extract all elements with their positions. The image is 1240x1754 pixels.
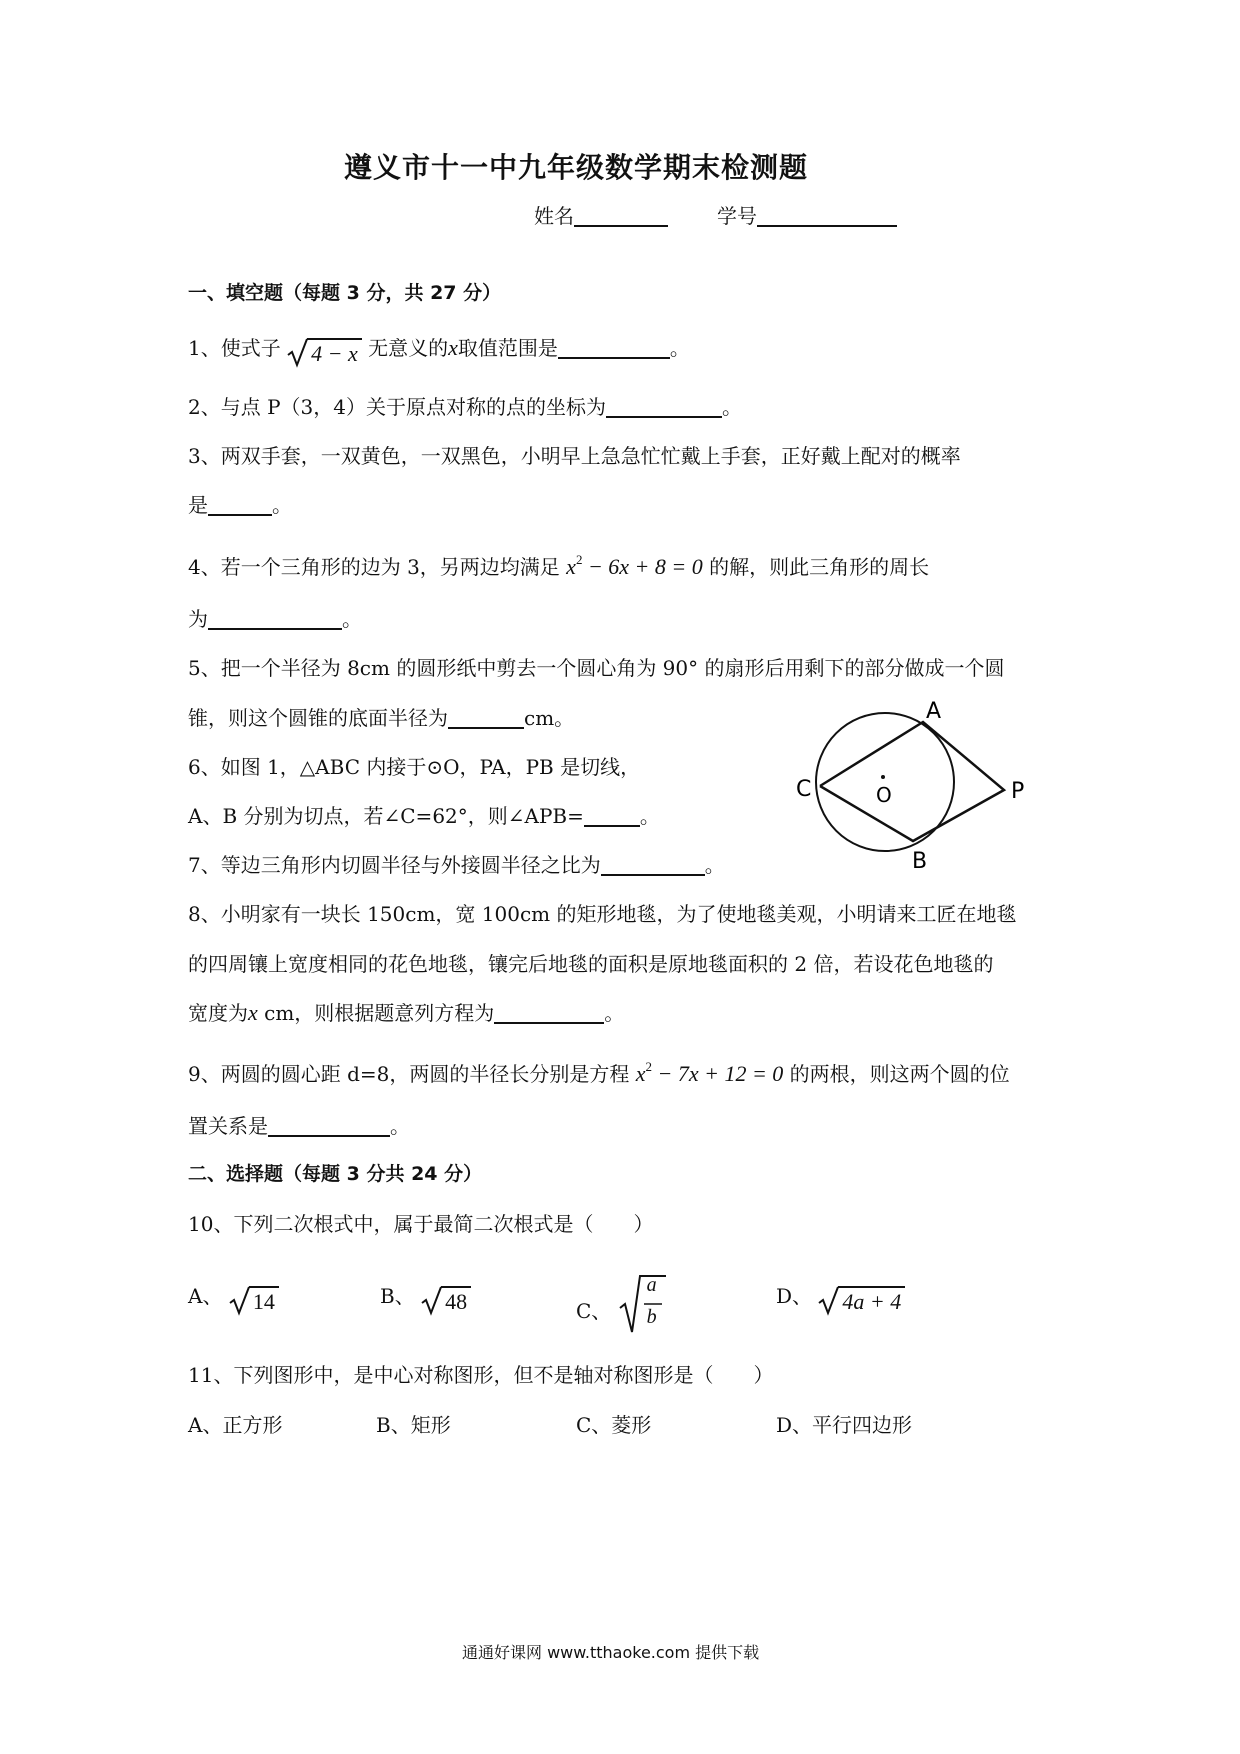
sqrt-sign-icon (287, 338, 309, 368)
q6-line2-text: A、B 分别为切点，若∠C=62°，则∠APB= (188, 804, 584, 828)
q7-end: 。 (704, 853, 725, 877)
section-multiple-choice: 二、选择题（每题 3 分共 24 分） (188, 1163, 483, 1185)
figure-circle-tangents (780, 700, 1040, 870)
q9-end: 。 (390, 1114, 410, 1138)
name-field (534, 200, 668, 229)
question-4 (188, 551, 929, 580)
q4-line2-text: 为 (188, 607, 208, 631)
page-title: 遵义市十一中九年级数学期末检测题 (344, 151, 809, 184)
q4-eq-rest: − 6x + 8 = 0 (582, 554, 703, 579)
q1-end: 。 (669, 336, 690, 360)
q2-end: 。 (722, 395, 742, 419)
q1-pre: 1、使式子 (188, 336, 281, 360)
sqrt-sign-icon (618, 1272, 668, 1336)
question-3: 3、两双手套，一双黄色，一双黑色，小明早上急急忙忙戴上手套，正好戴上配对的概率 (188, 444, 961, 468)
question-5: 5、把一个半径为 8cm 的圆形纸中剪去一个圆心角为 90° 的扇形后用剩下的部分做成一个圆 (188, 656, 1005, 680)
q5-line2-text: 锥，则这个圆锥的底面半径为 (188, 706, 448, 730)
q4-eq-x: x (566, 554, 576, 579)
q10-b-label: B、 (380, 1284, 415, 1308)
q1-var: x (448, 335, 458, 360)
q7-blank (601, 852, 705, 876)
label-b: B (912, 849, 928, 870)
q10-d-label: D、 (776, 1284, 813, 1308)
q9-line2-text: 置关系是 (188, 1114, 268, 1138)
q10-option-b (380, 1280, 471, 1316)
question-11: 11、下列图形中，是中心对称图形，但不是轴对称图形是（ ） (188, 1363, 774, 1387)
q1-post: 无意义的 (368, 336, 449, 360)
q10-option-c (576, 1274, 668, 1340)
q9-post: 的两根，则这两个圆的位 (789, 1062, 1010, 1086)
q10-c-label: C、 (576, 1299, 612, 1323)
q9-pre: 9、两圆的圆心距 d=8，两圆的半径长分别是方程 (188, 1062, 630, 1086)
sqrt-sign-icon (229, 1286, 251, 1316)
q9-equation (636, 1061, 784, 1086)
question-4-line2 (188, 603, 362, 632)
q4-post: 的解，则此三角形的周长 (709, 555, 930, 579)
label-c: C (796, 777, 812, 802)
sqrt-sign-icon (818, 1286, 840, 1316)
quadrilateral-capb (820, 722, 1004, 841)
q7-text: 7、等边三角形内切圆半径与外接圆半径之比为 (188, 853, 601, 877)
label-p: P (1011, 779, 1025, 804)
q9-blank (268, 1113, 390, 1137)
q8-line3-pre: 宽度为 (188, 1001, 248, 1025)
q8-line3-post: cm，则根据题意列方程为 (257, 1001, 495, 1025)
question-9-line2 (188, 1110, 410, 1139)
question-8: 8、小明家有一块长 150cm，宽 100cm 的矩形地毯，为了使地毯美观，小明请来工匠在地毯 (188, 902, 1017, 926)
q1-blank (558, 335, 670, 359)
question-10: 10、下列二次根式中，属于最简二次根式是（ ） (188, 1212, 654, 1236)
question-8-line2: 的四周镶上宽度相同的花色地毯，镶完后地毯的面积是原地毯面积的 2 倍，若设花色地毯的 (188, 952, 994, 976)
question-6-line2 (188, 800, 660, 829)
q9-eq-x: x (635, 1061, 646, 1086)
id-field (717, 200, 897, 229)
q3-line2-text: 是 (188, 493, 208, 517)
id-label: 学号 (717, 204, 757, 228)
q10-c-sqrt-fraction (618, 1274, 668, 1340)
q11-option-a: A、正方形 (188, 1413, 283, 1437)
q4-blank (208, 606, 342, 630)
question-1 (188, 332, 690, 368)
q1-radicand: 4 − x (307, 338, 362, 367)
q11-option-b: B、矩形 (376, 1413, 451, 1437)
question-3-line2 (188, 489, 292, 518)
center-dot (881, 775, 885, 779)
q10-a-label: A、 (188, 1284, 223, 1308)
section-fill-in: 一、填空题（每题 3 分，共 27 分） (188, 282, 502, 304)
q5-unit: cm。 (524, 706, 575, 730)
q9-eq-exp: 2 (645, 1059, 652, 1074)
sqrt-sign-icon (421, 1286, 443, 1316)
id-blank (757, 203, 897, 227)
q8-var: x (248, 1000, 258, 1025)
question-2 (188, 391, 742, 420)
q2-blank (606, 394, 722, 418)
footer-credit: 通通好课网 www.tthaoke.com 提供下载 (462, 1643, 760, 1662)
q10-a-radicand: 14 (249, 1286, 279, 1315)
q6-blank (584, 803, 640, 827)
question-7 (188, 849, 725, 878)
q10-option-d (776, 1280, 905, 1316)
q10-d-radicand: 4a + 4 (838, 1286, 905, 1315)
q10-d-sqrt (818, 1286, 905, 1316)
q11-option-c: C、菱形 (576, 1413, 652, 1437)
q2-text: 2、与点 P（3，4）关于原点对称的点的坐标为 (188, 395, 606, 419)
q8-blank (494, 1000, 604, 1024)
q9-eq-rest: − 7x + 12 = 0 (652, 1061, 784, 1086)
name-blank (574, 203, 668, 227)
q6-end: 。 (639, 804, 660, 828)
q10-option-a (188, 1280, 279, 1316)
label-a: A (926, 700, 942, 724)
question-6: 6、如图 1，△ABC 内接于⊙O，PA，PB 是切线， (188, 755, 641, 779)
q10-b-radicand: 48 (441, 1286, 471, 1315)
q10-c-numerator: a (646, 1274, 657, 1296)
q10-b-sqrt (421, 1286, 471, 1316)
q4-eq-exp: 2 (575, 552, 583, 567)
q1-post2: 取值范围是 (457, 336, 558, 360)
q3-end: 。 (272, 493, 292, 517)
q8-end: 。 (604, 1001, 625, 1025)
q10-c-denominator: b (646, 1306, 657, 1328)
question-9 (188, 1058, 1010, 1087)
question-8-line3 (188, 997, 624, 1026)
q4-end: 。 (342, 607, 362, 631)
q4-pre: 4、若一个三角形的边为 3，另两边均满足 (188, 555, 560, 579)
q1-sqrt (287, 338, 362, 368)
label-o: O (876, 783, 892, 807)
q3-blank (208, 492, 272, 516)
q5-blank (448, 705, 524, 729)
question-5-line2 (188, 702, 574, 731)
q11-option-d: D、平行四边形 (776, 1413, 913, 1437)
q10-a-sqrt (229, 1286, 279, 1316)
q4-equation (566, 554, 703, 579)
name-label: 姓名 (534, 204, 574, 228)
